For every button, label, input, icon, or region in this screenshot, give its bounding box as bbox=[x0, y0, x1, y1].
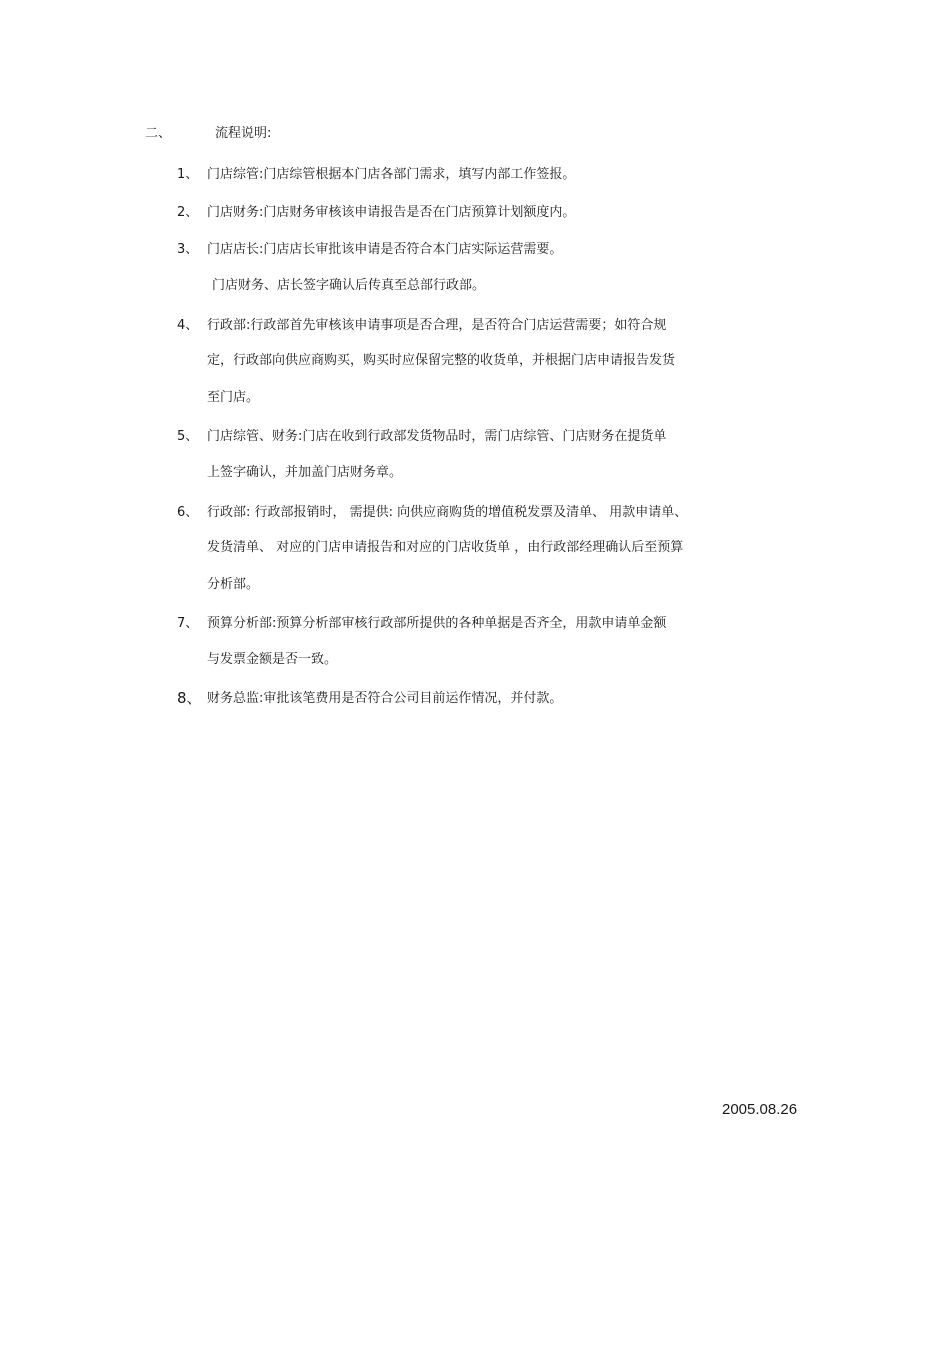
item-1-line-1: 门店综管:门店综管根据本门店各部门需求，填写内部工作签报。 bbox=[207, 167, 576, 182]
item-number-1: 1、 bbox=[177, 167, 199, 182]
item-5-line-2: 上签字确认，并加盖门店财务章。 bbox=[207, 465, 403, 480]
section-number: 二、 bbox=[145, 126, 172, 141]
item-3-line-1: 门店店长:门店店长审批该申请是否符合本门店实际运营需要。 bbox=[207, 242, 563, 257]
item-7-line-1: 预算分析部:预算分析部审核行政部所提供的各种单据是否齐全，用款申请单金额 bbox=[207, 616, 667, 631]
item-number-8: 8、 bbox=[177, 689, 202, 707]
document-date: 2005.08.26 bbox=[722, 1101, 798, 1118]
item-6-line-1: 行政部: 行政部报销时， 需提供: 向供应商购货的增值税发票及清单、 用款申请单、 bbox=[207, 505, 688, 520]
item-6-line-2: 发货清单、 对应的门店申请报告和对应的门店收货单 ，由行政部经理确认后至预算 bbox=[207, 540, 684, 555]
item-4-line-2: 定，行政部向供应商购买，购买时应保留完整的收货单，并根据门店申请报告发货 bbox=[207, 353, 676, 368]
section-heading bbox=[145, 125, 271, 143]
item-6-line-3: 分析部。 bbox=[207, 577, 260, 592]
item-number-3: 3、 bbox=[177, 242, 199, 257]
section-title: 流程说明: bbox=[215, 126, 272, 141]
item-number-4: 4、 bbox=[177, 318, 199, 333]
item-number-6: 6、 bbox=[177, 505, 199, 520]
item-number-2: 2、 bbox=[177, 205, 199, 220]
note-line: 门店财务、店长签字确认后传真至总部行政部。 bbox=[212, 278, 486, 293]
item-8-line-1: 财务总监:审批该笔费用是否符合公司目前运作情况，并付款。 bbox=[207, 691, 563, 706]
item-number-7: 7、 bbox=[177, 616, 199, 631]
item-4-line-1: 行政部:行政部首先审核该申请事项是否合理，是否符合门店运营需要；如符合规 bbox=[207, 318, 667, 333]
item-2-line-1: 门店财务:门店财务审核该申请报告是否在门店预算计划额度内。 bbox=[207, 205, 576, 220]
item-number-5: 5、 bbox=[177, 429, 199, 444]
item-5-line-1: 门店综管、财务:门店在收到行政部发货物品时，需门店综管、门店财务在提货单 bbox=[207, 429, 667, 444]
item-4-line-3: 至门店。 bbox=[207, 390, 260, 405]
item-7-line-2: 与发票金额是否一致。 bbox=[207, 652, 338, 667]
